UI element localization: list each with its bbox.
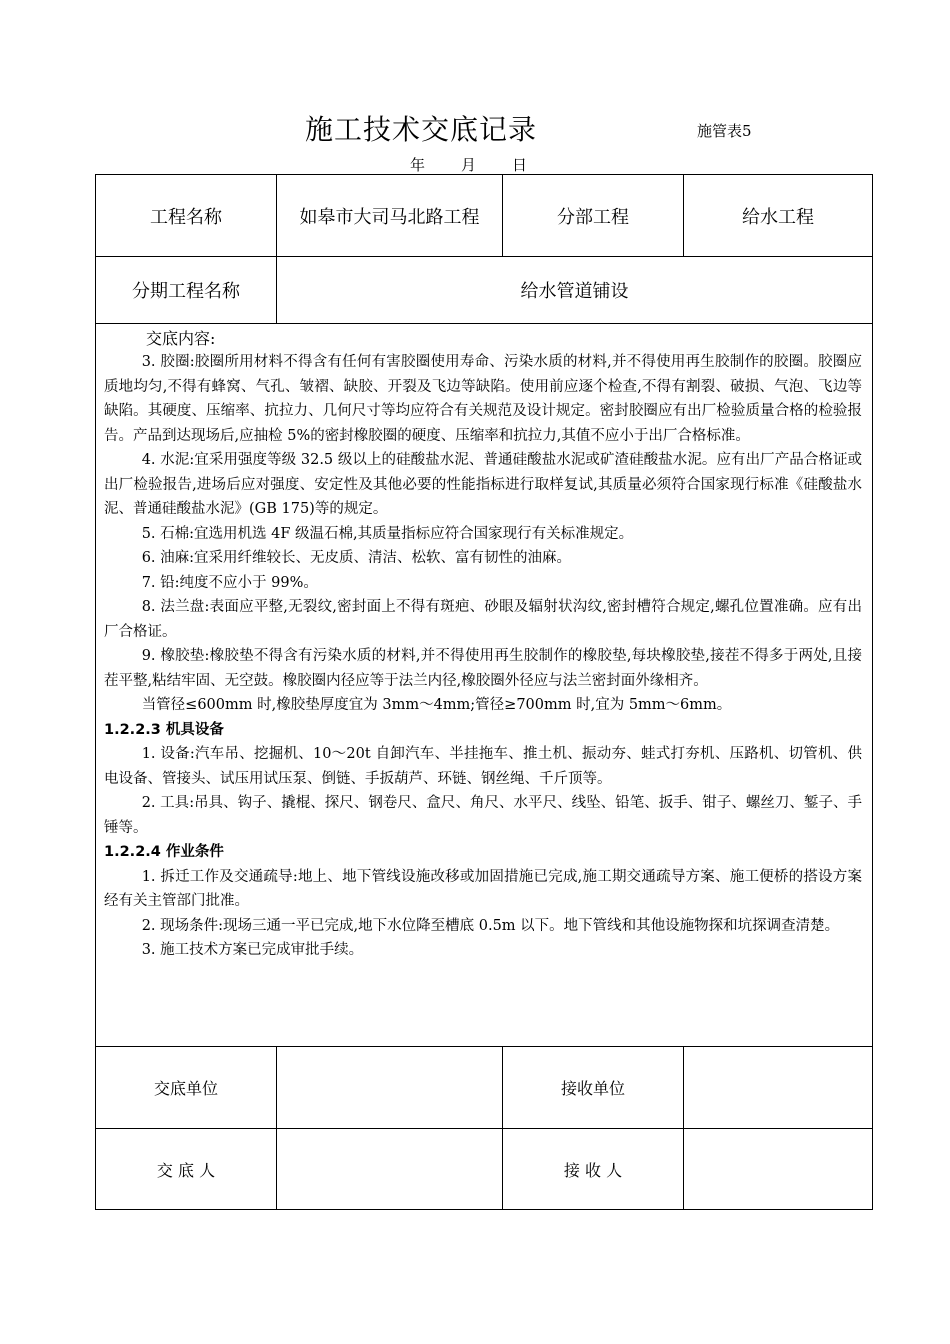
- content-heading: 交底内容:: [146, 329, 216, 348]
- receiving-unit-field[interactable]: [684, 1047, 873, 1129]
- subproject-value: 给水管道铺设: [277, 257, 873, 324]
- division-value: 给水工程: [684, 175, 873, 257]
- project-name-value: 如皋市大司马北路工程: [277, 175, 503, 257]
- issuing-unit-field[interactable]: [277, 1047, 503, 1129]
- content-paragraph: 9. 橡胶垫:橡胶垫不得含有污染水质的材料,并不得使用再生胶制作的橡胶垫,每块橡胶垫,接茬不得多于两处,且接茬平整,粘结牢固、无空鼓。橡胶圈内径应等于法兰内径,橡胶圈外径应与法兰密封面外缘相齐。: [104, 648, 862, 689]
- document-title: 施工技术交底记录: [304, 113, 537, 146]
- issuer-label: 交 底 人: [96, 1129, 277, 1210]
- content-paragraph: 7. 铅:纯度不应小于 99%。: [141, 574, 318, 591]
- date-year-label: 年: [410, 156, 426, 174]
- issuer-field[interactable]: [277, 1129, 503, 1210]
- subproject-label: 分期工程名称: [96, 257, 277, 324]
- receiving-unit-label: 接收单位: [503, 1047, 684, 1129]
- content-paragraph: 当管径≤600mm 时,橡胶垫厚度宜为 3mm～4mm;管径≥700mm 时,宜为 5mm～6mm。: [141, 697, 732, 713]
- content-paragraph: 2. 工具:吊具、钩子、撬棍、探尺、钢卷尺、盒尺、角尺、水平尺、线坠、铅笔、扳手、钳子、螺丝刀、錾子、手锤等。: [104, 795, 862, 836]
- content-paragraph: 3. 胶圈:胶圈所用材料不得含有任何有害胶圈使用寿命、污染水质的材料,并不得使用再生胶制作的胶圈。胶圈应质地均匀,不得有蜂窝、气孔、皱褶、缺胶、开裂及飞边等缺陷。使用前应逐个检查,不得有割裂、破损、气泡、飞边等缺陷。其硬度、压缩率、抗拉力、几何尺寸等均应符合有关规范及设计规定。密封胶圈应有出厂检验质量合格的检验报告。产品到达现场后,应抽检 5%的密封橡胶圈的硬度、压缩率和抗拉力,其值不应小于出厂合格标准。: [104, 354, 862, 444]
- content-paragraph: 4. 水泥:宜采用强度等级 32.5 级以上的硅酸盐水泥、普通硅酸盐水泥或矿渣硅酸盐水泥。应有出厂产品合格证或出厂检验报告,进场后应对强度、安定性及其他必要的性能指标进行取样复试,其质量必须符合国家现行标准《硅酸盐水泥、普通硅酸盐水泥》(GB 175)等的规定。: [104, 452, 863, 517]
- date-month-label: 月: [461, 156, 477, 174]
- form-code: 施管表5: [697, 122, 752, 140]
- date-day-label: 日: [512, 156, 528, 174]
- issuing-unit-label: 交底单位: [96, 1047, 277, 1129]
- content-paragraph: 6. 油麻:宜采用纤维较长、无皮质、清洁、松软、富有韧性的油麻。: [141, 550, 572, 566]
- content-body: [104, 350, 862, 963]
- division-label: 分部工程: [503, 175, 684, 257]
- disclosure-content: [96, 324, 873, 1047]
- receiver-label: 接 收 人: [503, 1129, 684, 1210]
- disclosure-form: [95, 174, 873, 1210]
- content-paragraph: 1. 拆迁工作及交通疏导:地上、地下管线设施改移或加固措施已完成,施工期交通疏导方案、施工便桥的搭设方案经有关主管部门批准。: [104, 868, 862, 909]
- section-heading: 1.2.2.3 机具设备: [104, 721, 224, 738]
- content-paragraph: 8. 法兰盘:表面应平整,无裂纹,密封面上不得有斑疤、砂眼及辐射状沟纹,密封槽符合规定,螺孔位置准确。应有出厂合格证。: [104, 599, 862, 640]
- project-name-label: 工程名称: [96, 175, 277, 257]
- receiver-field[interactable]: [684, 1129, 873, 1210]
- content-paragraph: 5. 石棉:宜选用机选 4F 级温石棉,其质量指标应符合国家现行有关标准规定。: [141, 525, 634, 542]
- section-heading: 1.2.2.4 作业条件: [104, 844, 224, 860]
- content-paragraph: 3. 施工技术方案已完成审批手续。: [141, 942, 364, 958]
- content-paragraph: 1. 设备:汽车吊、挖掘机、10～20t 自卸汽车、半挂拖车、推土机、振动夯、蛙式打夯机、压路机、切管机、供电设备、管接头、试压用试压泵、倒链、手扳葫芦、环链、钢丝绳、千斤顶等。: [104, 746, 862, 787]
- content-paragraph: 2. 现场条件:现场三通一平已完成,地下水位降至槽底 0.5m 以下。地下管线和其他设施物探和坑探调查清楚。: [141, 917, 840, 934]
